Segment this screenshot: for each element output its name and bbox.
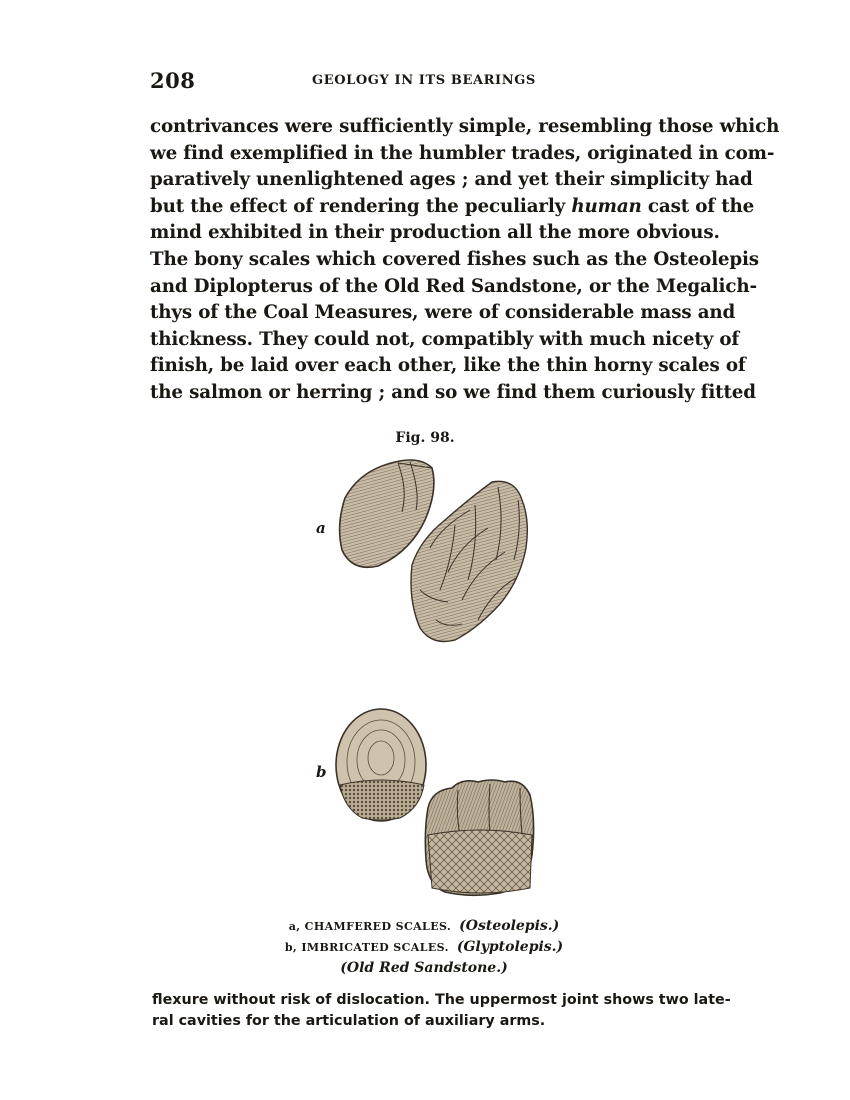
body-line (150, 194, 755, 221)
body-line: thickness. They could not, compatibly with much nicety of (150, 328, 740, 350)
caption-line-formation (150, 958, 698, 979)
continuation-line: ral cavities for the articulation of auxiliary arms. (152, 1013, 546, 1029)
body-line: paratively unenlightened ages ; and yet their simplicity had (150, 169, 753, 191)
body-line: the salmon or herring ; and so we find them curiously fitted (150, 381, 756, 403)
body-paragraph (150, 114, 780, 407)
imbricated-scales-group (425, 780, 533, 895)
caption-label-b: b, IMBRICATED SCALES. (284, 941, 449, 954)
page-header (150, 68, 698, 98)
body-line: finish, be laid over each other, like the thin horny scales of (150, 355, 746, 377)
page-number: 208 (150, 68, 196, 93)
running-head: GEOLOGY IN ITS BEARINGS (312, 73, 536, 88)
body-line: thys of the Coal Measures, were of considerable mass and (150, 302, 736, 324)
body-line: and Diplopterus of the Old Red Sandstone, or the Megalich- (150, 275, 757, 297)
body-line: The bony scales which covered fishes such as the Osteolepis (150, 248, 759, 270)
body-line: mind exhibited in their production all the more obvious. (150, 222, 720, 244)
body-line: we find exemplified in the humbler trades, originated in com- (150, 142, 775, 164)
imbricated-scale-single (336, 709, 426, 821)
caption-line-b (150, 937, 698, 958)
caption-label-a: a, CHAMFERED SCALES. (288, 920, 452, 933)
body-line: contrivances were sufficiently simple, resembling those which (150, 116, 780, 137)
figure-label-b: b (316, 763, 327, 781)
caption-taxon-a: (Osteolepis.) (459, 918, 560, 934)
figure-label-a: a (316, 519, 326, 537)
caption-taxon-b: (Glyptolepis.) (456, 939, 564, 955)
continuation-line: flexure without risk of dislocation. The uppermost joint shows two late- (152, 992, 731, 1008)
figure-caption (150, 916, 698, 979)
continuation-text (152, 990, 731, 1032)
italic-word: human (571, 195, 642, 217)
scales-illustration (300, 450, 560, 910)
caption-formation: (Old Red Sandstone.) (340, 960, 508, 976)
body-line-after: cast of the (641, 195, 755, 217)
figure-title: Fig. 98. (395, 430, 455, 446)
body-line-before: but the effect of rendering the peculiarly (150, 195, 572, 217)
caption-line-a (150, 916, 698, 937)
